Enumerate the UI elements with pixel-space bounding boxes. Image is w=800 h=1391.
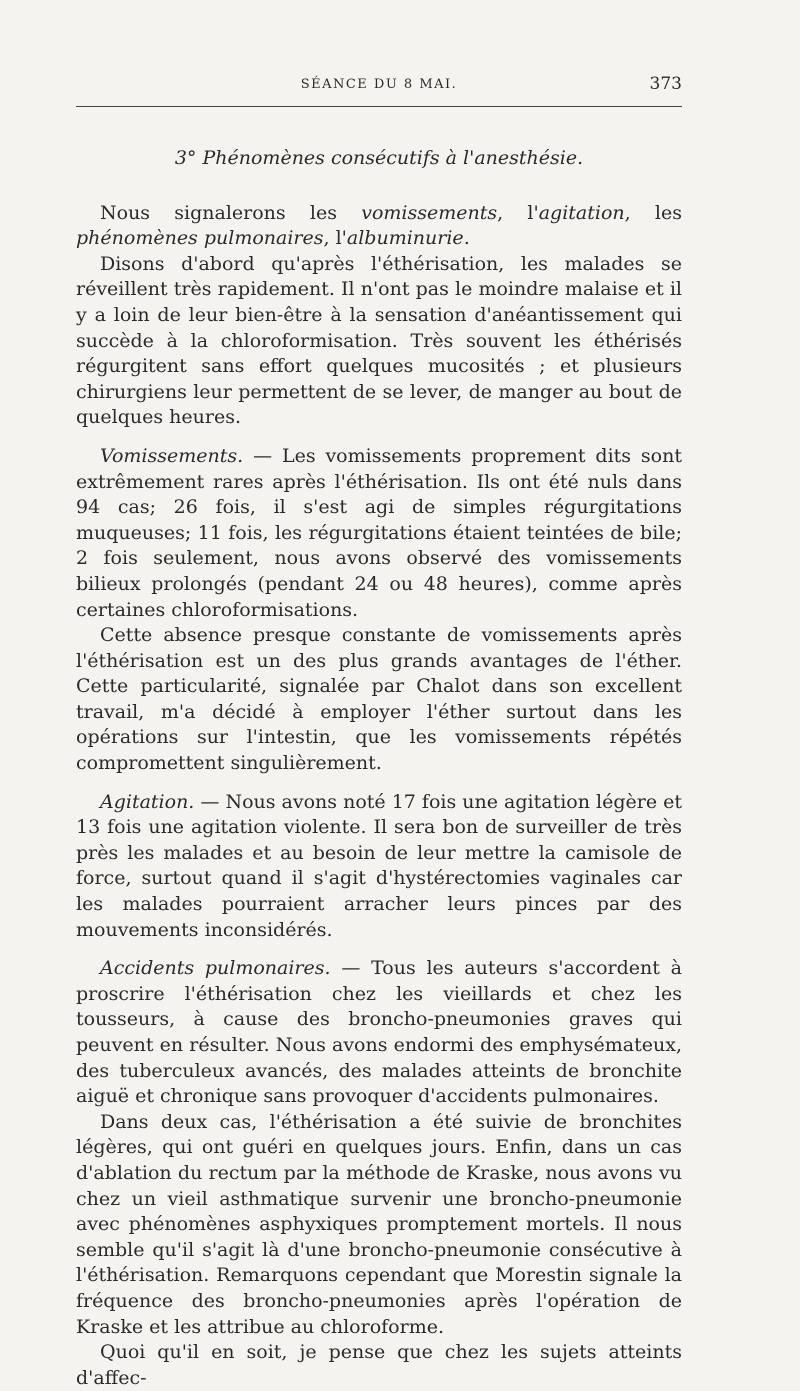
paragraph-agitation: Agitation. — Nous avons noté 17 fois une agitation légère et 13 fois une agitation violente. Il sera bon de surveiller de très près les malades et au besoin de leur mettre la camisole de force, surtout quand il s'agit d'hystérectomies vaginales car les malades pourraient arracher leurs pinces par des mouvements inconsidérés. bbox=[76, 790, 682, 941]
paragraph: Dans deux cas, l'éthérisation a été suivie de bronchites légères, qui ont guéri en quelques jours. Enfin, dans un cas d'ablation du rectum par la méthode de Kraske, nous avons vu chez un vieil asthmatique survenir une broncho-pneumonie avec phénomènes asphyxiques promptement mortels. Il nous semble qu'il s'agit là d'une broncho-pneumonie consécutive à l'éthérisation. Remarquons cependant que Morestin signale la fréquence des broncho-pneumonies après l'opération de Kraske et les attribue au chloroforme. bbox=[76, 1110, 682, 1338]
page-body bbox=[76, 146, 682, 1391]
paragraph-vomissements: Vomissements. — Les vomissements proprement dits sont extrêmement rares après l'éthérisation. Ils ont été nuls dans 94 cas; 26 fois, il s'est agi de simples régurgitations muqueuses; 11 fois, les régurgitations étaient teintées de bile; 2 fois seulement, nous avons observé des vomissements bilieux prolongés (pendant 24 ou 48 heures), comme après certaines chloroformisations. bbox=[76, 444, 682, 621]
paragraph-intro: Nous signalerons les vomissements, l'agitation, les phénomènes pulmonaires, l'albuminurie. bbox=[76, 201, 683, 250]
paragraph-lead: Vomissements. bbox=[100, 444, 244, 467]
paragraph-accidents-pulmonaires: Accidents pulmonaires. — Tous les auteurs s'accordent à proscrire l'éthérisation chez les vieillards et chez les tousseurs, à cause des broncho-pneumonies graves qui peuvent en résulter. Nous avons endormi des emphysémateux, des tuberculeux avancés, des malades atteints de bronchite aiguë et chronique sans provoquer d'accidents pulmonaires. bbox=[76, 957, 682, 1108]
running-header bbox=[76, 74, 682, 96]
section-title: 3° Phénomènes consécutifs à l'anesthésie. bbox=[174, 147, 584, 169]
paragraph: Disons d'abord qu'après l'éthérisation, les malades se réveillent très rapidement. Il n'ont pas le moindre malaise et il y a loin de leur bien-être à la sensation d'anéantissement qui succède à la chloroformisation. Très souvent les éthérisés régurgitent sans effort quelques mucosités ; et plusieurs chirurgiens leur permettent de se lever, de manger au bout de quelques heures. bbox=[76, 252, 682, 429]
paragraph-lead: Agitation. bbox=[100, 790, 195, 813]
paragraph: Cette absence presque constante de vomissements après l'éthérisation est un des plus grands avantages de l'éther. Cette particularité, signalée par Chalot dans son excellent travail, m'a décidé à employer l'éther surtout dans les opérations sur l'intestin, que les vomissements répétés compromettent singulièrement. bbox=[76, 624, 682, 775]
header-rule bbox=[76, 106, 682, 107]
page-number: 373 bbox=[649, 74, 682, 94]
paragraph-lead: Accidents pulmonaires. bbox=[100, 957, 331, 980]
header-title: SÉANCE DU 8 MAI. bbox=[300, 77, 458, 92]
paragraph: Quoi qu'il en soit, je pense que chez les sujets atteints d'affec- bbox=[76, 1341, 682, 1389]
